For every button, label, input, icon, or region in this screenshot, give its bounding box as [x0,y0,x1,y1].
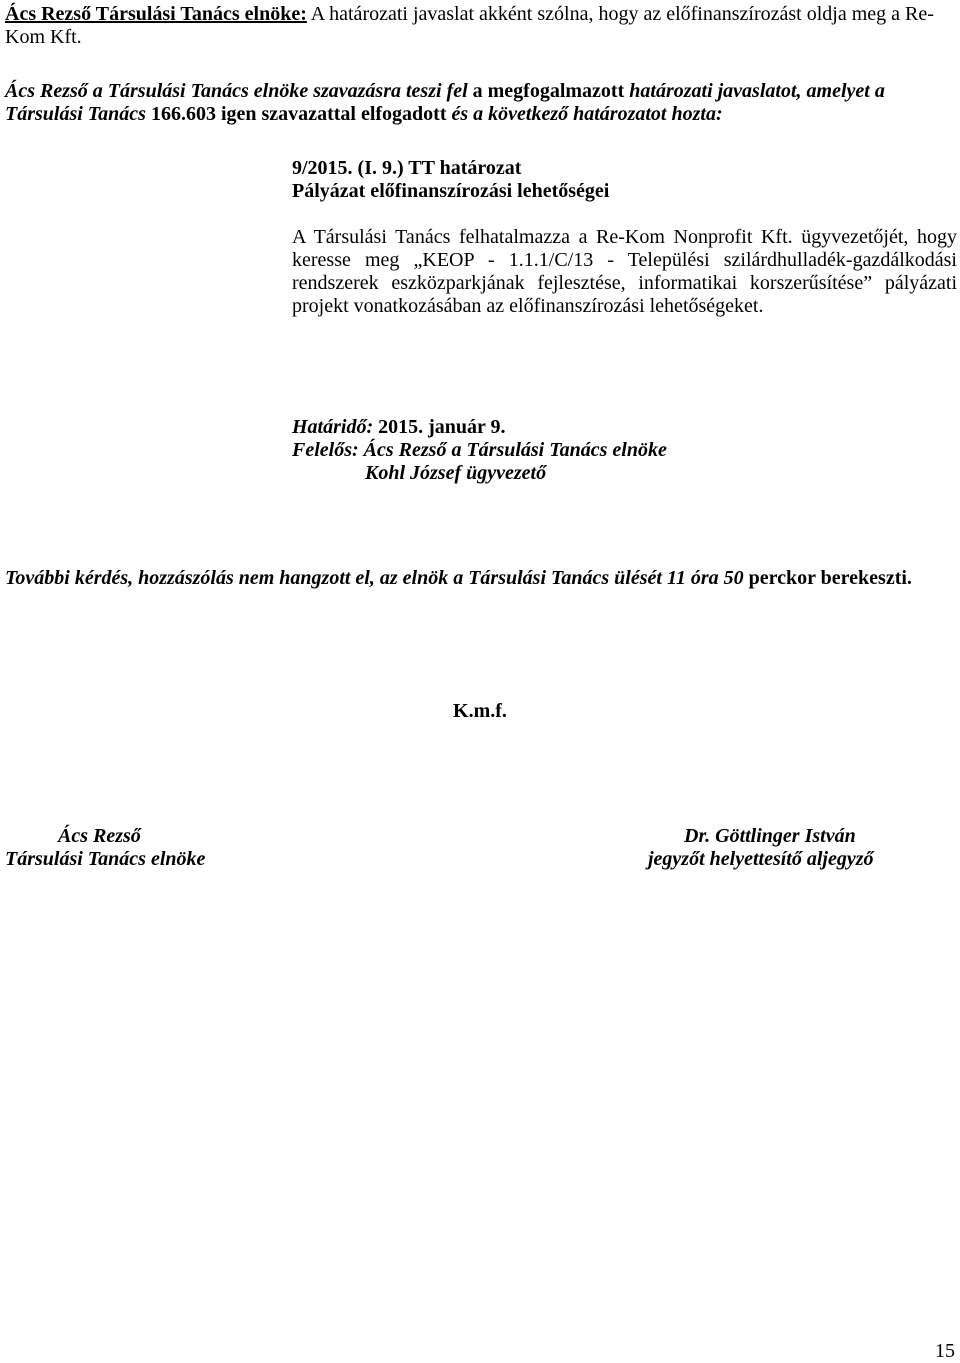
vote-paragraph [5,80,957,126]
signature-left-name: Ács Rezső [58,825,141,847]
closing-italic: További kérdés, hozzászólás nem hangzott el, az elnök a Társulási Tanács ülését 11 óra 50 [5,567,744,589]
signature-right [648,825,874,871]
signature-right-name: Dr. Göttlinger István [684,825,856,847]
intro-speaker: Ács Rezső Társulási Tanács elnöke: [5,3,307,25]
resolution-block [292,157,957,318]
closing-paragraph [5,567,957,590]
signature-right-role: jegyzőt helyettesítő aljegyző [648,848,874,870]
vote-part3: határozati javaslatot, amelyet a Társulási Tanács [5,80,885,125]
vote-part1: a Társulási Tanács elnöke szavazásra teszi fel [87,80,468,102]
responsible-1: Ács Rezső a Társulási Tanács elnöke [358,439,667,461]
vote-part4: 166.603 igen szavazattal elfogadott [145,103,452,125]
resolution-title: Pályázat előfinanszírozási lehetőségei [292,180,610,202]
page-number: 15 [935,1340,955,1362]
resolution-number: 9/2015. (I. 9.) TT határozat [292,157,522,179]
resolution-meta [292,416,957,485]
signature-left [5,825,205,871]
responsible-label: Felelős: [292,439,359,461]
kmf: K.m.f. [453,700,507,722]
resolution-body: A Társulási Tanács felhatalmazza a Re-Kom Nonprofit Kft. ügyvezetőjét, hogy keresse meg „KEOP - 1.1.1/C/13 - Települési szilárdhulladék-gazdálkodási rendszerek eszközparkjának fejlesztése, informatikai korszerűsítése” pályázati projekt vonatkozásában az előfinanszírozási lehetőségeket. [292,226,957,317]
deadline-value: 2015. január 9. [373,416,506,438]
signature-left-role: Társulási Tanács elnöke [5,848,206,870]
vote-part5: és a következő határozatot hozta: [451,103,723,125]
closing-tail: perckor berekeszti. [743,567,912,589]
responsible-2: Kohl József ügyvezető [365,462,547,484]
vote-part2: a megfogalmazott [467,80,630,102]
deadline-label: Határidő: [292,416,374,438]
intro-text: A határozati javaslat akként szólna, hogy az előfinanszírozást oldja meg a Re-Kom Kft. [5,3,934,48]
vote-chair-name: Ács Rezső [5,80,88,102]
intro-paragraph [5,3,957,49]
